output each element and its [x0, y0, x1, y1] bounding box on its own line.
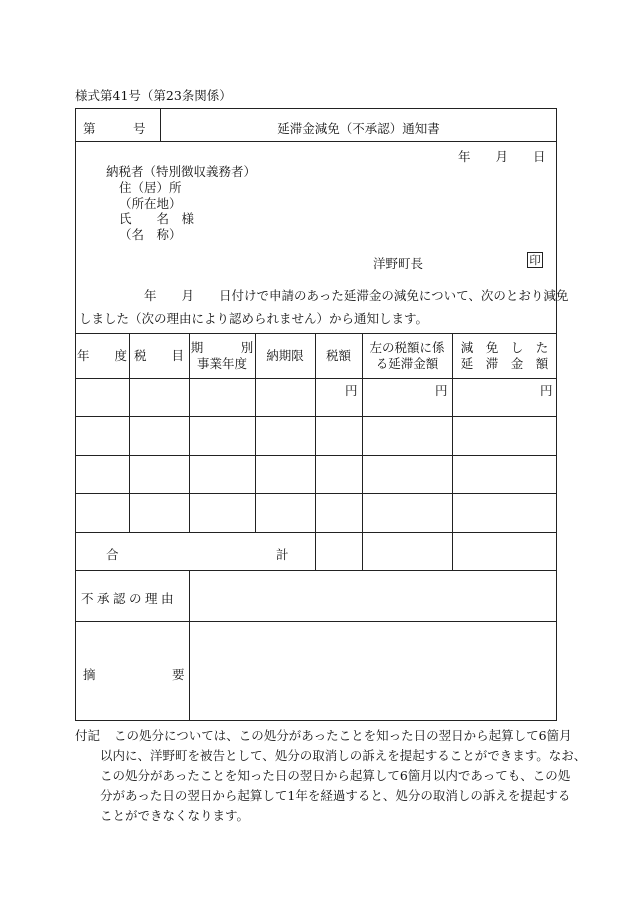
rule-row-3	[75, 493, 557, 494]
notes-line-5: ことができなくなります。	[100, 808, 250, 823]
form-id: 様式第41号（第23条関係）	[75, 88, 232, 103]
rule-row-2	[75, 455, 557, 456]
rule-total	[75, 570, 557, 571]
notes-line-3: この処分があったことを知った日の翌日から起算して6箇月以内であっても、この処	[100, 768, 571, 783]
taxpayer-title-name: （名 称）	[119, 227, 182, 242]
col-header-tax-item: 税 目	[133, 348, 184, 363]
document-title: 延滞金減免（不承認）通知書	[277, 121, 440, 136]
taxpayer-name: 氏 名 様	[119, 211, 195, 226]
total-label-right: 計	[276, 547, 289, 562]
unit-tax-amount: 円	[345, 383, 358, 398]
col-header-year: 年 度	[76, 348, 127, 363]
col-header-delay-2: る延滞金額	[375, 356, 439, 371]
taxpayer-address: 住（居）所	[119, 180, 182, 195]
rule-row-1	[75, 416, 557, 417]
rule-reason	[75, 621, 557, 622]
rule-table-header	[75, 378, 557, 379]
date-label: 年 月 日	[458, 149, 546, 164]
rule-v-due-date	[315, 333, 316, 570]
rule-body	[75, 333, 557, 334]
col-header-reduced-1: 減 免 し た	[460, 340, 549, 355]
notes-line-4: 分があった日の翌日から起算して1年を経過すると、処分の取消しの訴えを提起する	[100, 788, 571, 803]
body-text-line-1: 年 月 日付けで申請のあった延滞金の減免について、次のとおり減免	[144, 288, 569, 303]
col-header-tax-amount: 税額	[325, 348, 351, 363]
col-header-period-1: 期 別	[190, 340, 254, 355]
body-text-line-2: しました（次の理由により認められません）から通知します。	[79, 311, 429, 326]
col-header-delay-1: 左の税額に係	[369, 340, 445, 355]
unit-delay: 円	[435, 383, 448, 398]
rule-header	[75, 141, 557, 142]
reason-label: 不承認の理由	[81, 591, 178, 606]
unit-reduced: 円	[540, 383, 553, 398]
issuer-name: 洋野町長	[373, 256, 424, 271]
seal-mark: 印	[527, 252, 543, 268]
col-header-due-date: 納期限	[266, 348, 304, 363]
notes-line-1: この処分については、この処分があったことを知った日の翌日から起算して6箇月	[114, 728, 572, 743]
rule-row-4	[75, 532, 557, 533]
number-label: 第 号	[83, 121, 146, 136]
col-header-period-2: 事業年度	[196, 356, 247, 371]
notes-line-2: 以内に、洋野町を被告として、処分の取消しの訴えを提起することができます。なお、	[100, 748, 587, 763]
total-label-left: 合	[106, 547, 119, 562]
taxpayer-location: （所在地）	[119, 196, 182, 211]
taxpayer-label: 納税者（特別徴収義務者）	[106, 164, 257, 179]
summary-label-left: 摘	[83, 667, 96, 682]
rule-v-label	[189, 570, 190, 721]
notes-label: 付記	[75, 728, 101, 743]
col-header-reduced-2: 延 滞 金 額	[460, 356, 549, 371]
summary-label-right: 要	[172, 667, 185, 682]
